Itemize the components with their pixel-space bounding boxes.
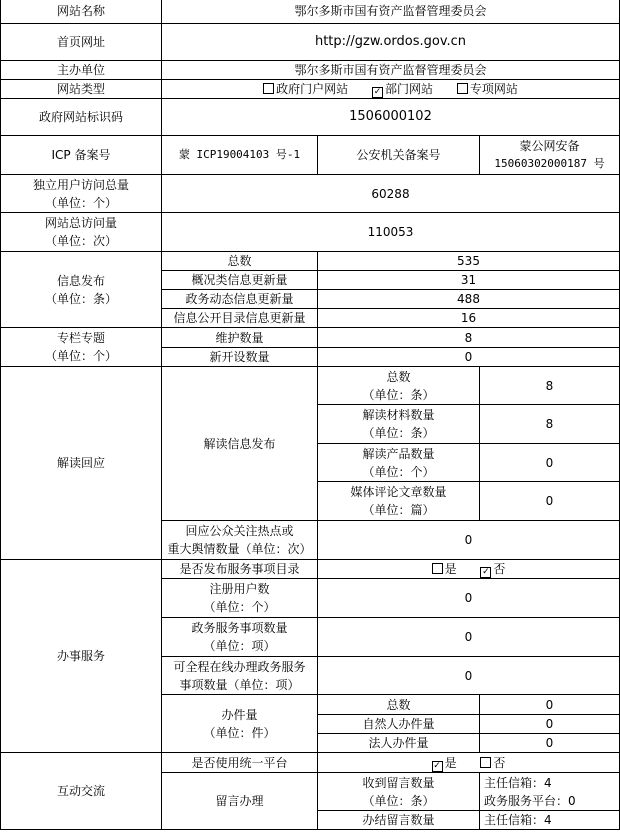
info-row-label: 概况类信息更新量 (162, 271, 318, 290)
site-type-option-department: ✓ 部门网站 (373, 82, 433, 97)
row-interp-total (1, 367, 620, 405)
interp-row-label: 总数 （单位：条） (318, 367, 480, 405)
sponsor-value: 鄂尔多斯市国有资产监督管理委员会 (162, 61, 620, 80)
catalog-label: 是否发布服务事项目录 (162, 560, 318, 579)
checkbox-checked-icon: ✓ (433, 760, 441, 771)
catalog-option-yes: 是 (432, 562, 457, 576)
registered-users-value: 0 (318, 579, 620, 618)
cases-row-value: 0 (480, 734, 620, 753)
service-items-value: 0 (318, 618, 620, 657)
interpretation-sub-label: 解读信息发布 (162, 367, 318, 521)
info-publish-label: 信息发布 （单位：条） (1, 252, 162, 328)
site-type-option-special: 专项网站 (457, 82, 518, 96)
unique-visitors-label: 独立用户访问总量 （单位：个） (1, 175, 162, 213)
response-value: 0 (318, 521, 620, 560)
services-label: 办事服务 (1, 560, 162, 753)
received-value: 主任信箱：4 政务服务平台：0 (480, 773, 620, 811)
cases-row-label: 法人办件量 (318, 734, 480, 753)
row-platform (1, 753, 620, 773)
info-row-value: 31 (318, 271, 620, 290)
row-sponsor (1, 61, 620, 80)
checkbox-icon (263, 83, 274, 94)
row-icp (1, 136, 620, 175)
done-value: 主任信箱：4 (480, 811, 620, 830)
checkbox-checked-icon: ✓ (373, 87, 382, 97)
row-site-name (1, 0, 620, 24)
received-label: 收到留言数量 （单位：条） (318, 773, 480, 811)
info-row-label: 信息公开目录信息更新量 (162, 309, 318, 328)
interp-row-value: 8 (480, 367, 620, 405)
done-label: 办结留言数量 (318, 811, 480, 830)
interpretation-label: 解读回应 (1, 367, 162, 560)
response-label: 回应公众关注热点或 重大舆情数量（单位：次） (162, 521, 318, 560)
topics-row-value: 0 (318, 348, 620, 367)
homepage-value: http://gzw.ordos.gov.cn (162, 24, 620, 61)
total-visits-label: 网站总访问量 （单位：次） (1, 213, 162, 252)
online-items-value: 0 (318, 657, 620, 695)
row-homepage (1, 24, 620, 61)
row-unique-visitors (1, 175, 620, 213)
site-name-label: 网站名称 (1, 0, 162, 24)
info-row-value: 16 (318, 309, 620, 328)
interp-row-label: 解读材料数量 （单位：条） (318, 405, 480, 444)
interaction-label: 互动交流 (1, 753, 162, 830)
platform-options (318, 753, 620, 773)
message-handling-label: 留言办理 (162, 773, 318, 830)
police-record-value: 蒙公网安备 15060302000187 号 (480, 136, 620, 175)
interp-row-label: 解读产品数量 （单位：个） (318, 444, 480, 482)
sponsor-label: 主办单位 (1, 61, 162, 80)
police-record-label: 公安机关备案号 (318, 136, 480, 175)
site-type-label: 网站类型 (1, 80, 162, 99)
site-type-option-portal: 政府门户网站 (263, 82, 348, 96)
catalog-option-no: ✓ 否 (482, 562, 506, 577)
platform-label: 是否使用统一平台 (162, 753, 318, 773)
icp-label: ICP 备案号 (1, 136, 162, 175)
row-info-total (1, 252, 620, 271)
icp-value: 蒙 ICP19004103 号-1 (162, 136, 318, 175)
cases-row-label: 自然人办件量 (318, 715, 480, 734)
info-row-label: 政务动态信息更新量 (162, 290, 318, 309)
checkbox-icon (480, 757, 491, 768)
topics-row-label: 维护数量 (162, 328, 318, 348)
row-service-catalog (1, 560, 620, 579)
interp-row-label: 媒体评论文章数量 （单位：篇） (318, 482, 480, 521)
topics-row-label: 新开设数量 (162, 348, 318, 367)
site-name-value: 鄂尔多斯市国有资产监督管理委员会 (162, 0, 620, 24)
registered-users-label: 注册用户数 （单位：个） (162, 579, 318, 618)
homepage-label: 首页网址 (1, 24, 162, 61)
gov-id-value: 1506000102 (162, 99, 620, 136)
row-site-type (1, 80, 620, 99)
checkbox-icon (432, 563, 443, 574)
cases-row-value: 0 (480, 715, 620, 734)
row-total-visits (1, 213, 620, 252)
platform-option-yes: ✓ 是 (433, 755, 457, 771)
catalog-options (318, 560, 620, 579)
total-visits-value: 110053 (162, 213, 620, 252)
row-gov-id (1, 99, 620, 136)
online-items-label: 可全程在线办理政务服务 事项数量（单位：项） (162, 657, 318, 695)
interp-row-value: 0 (480, 444, 620, 482)
info-row-label: 总数 (162, 252, 318, 271)
cases-row-label: 总数 (318, 695, 480, 715)
interp-row-value: 0 (480, 482, 620, 521)
checkbox-icon (457, 83, 468, 94)
topics-row-value: 8 (318, 328, 620, 348)
site-type-options (162, 80, 620, 99)
interp-row-value: 8 (480, 405, 620, 444)
platform-option-no: 否 (480, 756, 505, 770)
cases-row-value: 0 (480, 695, 620, 715)
row-topics-maintain (1, 328, 620, 348)
info-row-value: 535 (318, 252, 620, 271)
service-items-label: 政务服务事项数量 （单位：项） (162, 618, 318, 657)
info-row-value: 488 (318, 290, 620, 309)
unique-visitors-value: 60288 (162, 175, 620, 213)
cases-label: 办件量 （单位：件） (162, 695, 318, 753)
gov-id-label: 政府网站标识码 (1, 99, 162, 136)
special-topics-label: 专栏专题 （单位：个） (1, 328, 162, 367)
checkbox-checked-icon: ✓ (482, 567, 490, 577)
